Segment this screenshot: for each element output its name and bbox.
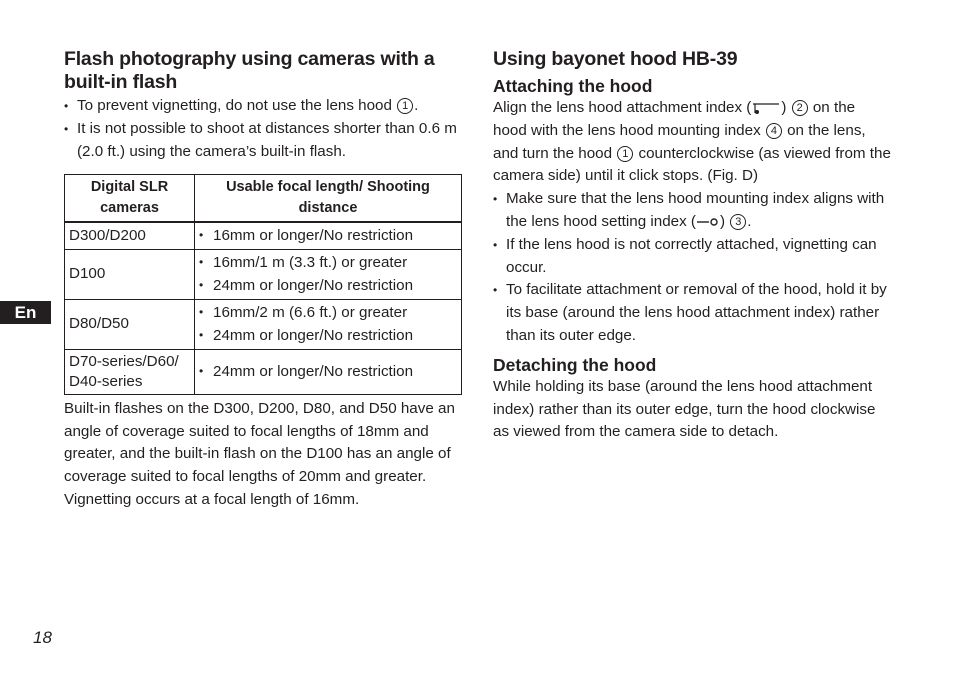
table-header-distance: Usable focal length/ Shooting distance	[195, 175, 462, 223]
focal-length-table	[64, 174, 462, 395]
attaching-bullet-list	[493, 188, 893, 348]
list-item: • If the lens hood is not correctly attached, vignetting can occur.	[493, 234, 893, 280]
hood-attachment-index-icon	[751, 101, 781, 115]
right-column	[493, 48, 893, 444]
detaching-subheading: Detaching the hood	[493, 354, 657, 375]
left-column	[64, 48, 462, 512]
table-row	[65, 299, 462, 349]
table-cell-item: • 16mm or longer/No restriction	[199, 224, 457, 248]
table-row	[65, 222, 462, 249]
table-cell-camera: D70-series/D60/ D40-series	[65, 349, 195, 394]
attaching-paragraph: Align the lens hood attachment index ( ) 2 on the hood with the lens hood mounting index 4 on the lens, and turn the hood 1 counterclockwise (as viewed from the camera side) until it click stops. (Fig. D)	[493, 99, 891, 185]
detaching-paragraph: While holding its base (around the lens hood attachment index) rather than its outer edge, turn the hood clockwise as viewed from the camera side to detach.	[493, 377, 876, 441]
table-cell-item: • 16mm/1 m (3.3 ft.) or greater	[199, 251, 457, 275]
hood-section-heading: Using bayonet hood HB-39	[493, 48, 738, 70]
table-row	[65, 349, 462, 394]
callout-number: 1	[397, 98, 413, 114]
attaching-subheading: Attaching the hood	[493, 76, 653, 96]
list-item: • It is not possible to shoot at distances shorter than 0.6 m (2.0 ft.) using the camera’s built-in flash.	[64, 118, 462, 164]
callout-number: 4	[766, 123, 782, 139]
language-tab: En	[0, 301, 51, 324]
callout-number: 2	[792, 100, 808, 116]
table-cell-camera: D300/D200	[65, 222, 195, 249]
list-item: • Make sure that the lens hood mounting index aligns with the lens hood setting index ( ) 3 .	[493, 188, 893, 234]
hood-setting-index-icon	[696, 216, 720, 228]
flash-bullet-list	[64, 95, 462, 163]
callout-number: 3	[730, 214, 746, 230]
table-cell-item: • 24mm or longer/No restriction	[199, 324, 457, 348]
table-cell-camera: D80/D50	[65, 299, 195, 349]
flash-coverage-paragraph: Built-in flashes on the D300, D200, D80, and D50 have an angle of coverage suited to focal lengths of 18mm and greater, and the built-in flash on the D100 has an angle of coverage suited to focal lengths of 20mm and greater. Vignetting occurs at a focal length of 16mm.	[64, 399, 455, 509]
list-item: • To prevent vignetting, do not use the lens hood 1 .	[64, 95, 462, 118]
table-cell-item: • 24mm or longer/No restriction	[199, 274, 457, 298]
table-header-camera: Digital SLR cameras	[65, 175, 195, 223]
table-cell-item: • 16mm/2 m (6.6 ft.) or greater	[199, 301, 457, 325]
table-cell-camera: D100	[65, 249, 195, 299]
page-number: 18	[33, 628, 52, 647]
flash-section-heading: Flash photography using cameras with a built-in flash	[64, 48, 435, 93]
table-cell-item: • 24mm or longer/No restriction	[199, 360, 457, 384]
table-row	[65, 249, 462, 299]
callout-number: 1	[617, 146, 633, 162]
list-item: • To facilitate attachment or removal of the hood, hold it by its base (around the lens hood attachment index) rather than its outer edge.	[493, 279, 893, 347]
